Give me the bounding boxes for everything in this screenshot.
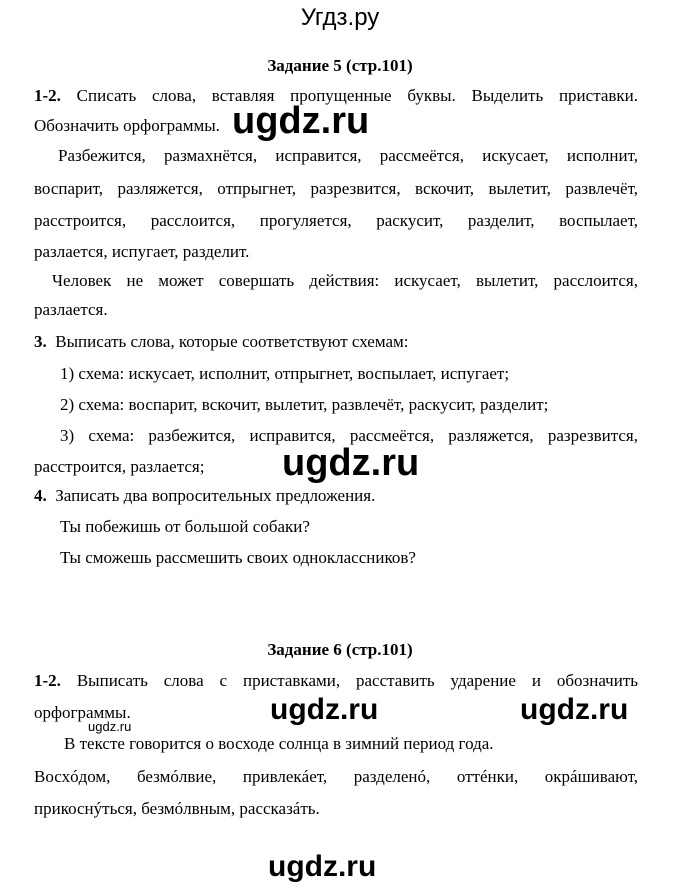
task5-item3-number: 3. [34, 332, 47, 351]
task6-context: В тексте говорится о восходе солнца в зимний период года. [64, 734, 494, 753]
task6-item12-number: 1-2. [34, 671, 61, 690]
task5-item4-text: Записать два вопросительных предложения. [55, 486, 376, 505]
task5-words-line2: воспарит, разляжется, отпрыгнет, разрезвится, вскочит, вылетит, развлечёт, [34, 179, 638, 198]
task5-item12-text: Списать слова, вставляя пропущенные буквы. Выделить приставки. [76, 86, 639, 105]
task6-item12-line1 [34, 671, 638, 691]
task6-item12-line2: орфограммы. [34, 703, 131, 722]
task5-item3 [34, 332, 409, 352]
task5-question2: Ты сможешь рассмешить своих одноклассников? [60, 548, 416, 567]
task5-words-line3: расстроится, расслоится, прогуляется, раскусит, разделит, воспылает, [34, 211, 638, 230]
task5-item12-line2: Обозначить орфограммы. [34, 116, 220, 135]
watermark-logo: ugdz.ru [520, 693, 629, 726]
watermark-small: ugdz.ru [88, 719, 132, 734]
task5-scheme2: 2) схема: воспарит, вскочит, вылетит, развлечёт, раскусит, разделит; [60, 395, 549, 414]
task5-scheme1: 1) схема: искусает, исполнит, отпрыгнет, воспылает, испугает; [60, 364, 510, 383]
watermark-logo: ugdz.ru [282, 442, 420, 484]
task5-heading: Задание 5 (стр.101) [267, 56, 413, 75]
task5-item3-text: Выписать слова, которые соответствуют схемам: [55, 332, 409, 351]
task5-scheme3-line1: 3) схема: разбежится, исправится, рассмеётся, разляжется, разрезвится, [60, 426, 638, 445]
task5-item4 [34, 486, 375, 506]
watermark-logo: ugdz.ru [270, 693, 379, 726]
task5-scheme3-line2: расстроится, разлается; [34, 457, 205, 476]
site-title: Угдз.ру [300, 4, 380, 31]
task5-sentence-line1: Человек не может совершать действия: искусает, вылетит, расслоится, [52, 271, 638, 290]
task5-item12-number: 1-2. [34, 86, 61, 105]
watermark-logo: ugdz.ru [268, 850, 377, 883]
watermark-logo: ugdz.ru [232, 100, 370, 142]
task5-words-line4: разлается, испугает, разделит. [34, 242, 250, 261]
task6-words-line1: Восхóдом, безмóлвие, привлекáет, разделенó, оттéнки, окрáшивают, [34, 767, 638, 786]
task5-item4-number: 4. [34, 486, 47, 505]
task5-question1: Ты побежишь от большой собаки? [60, 517, 310, 536]
task6-words-line2: прикоснýться, безмóлвным, рассказáть. [34, 799, 320, 818]
task6-heading: Задание 6 (стр.101) [267, 640, 413, 659]
task5-words-line1: Разбежится, размахнётся, исправится, рассмеётся, искусает, исполнит, [58, 146, 638, 165]
task6-item12-text: Выписать слова с приставками, расставить ударение и обозначить [76, 671, 639, 690]
task5-sentence-line2: разлается. [34, 300, 108, 319]
